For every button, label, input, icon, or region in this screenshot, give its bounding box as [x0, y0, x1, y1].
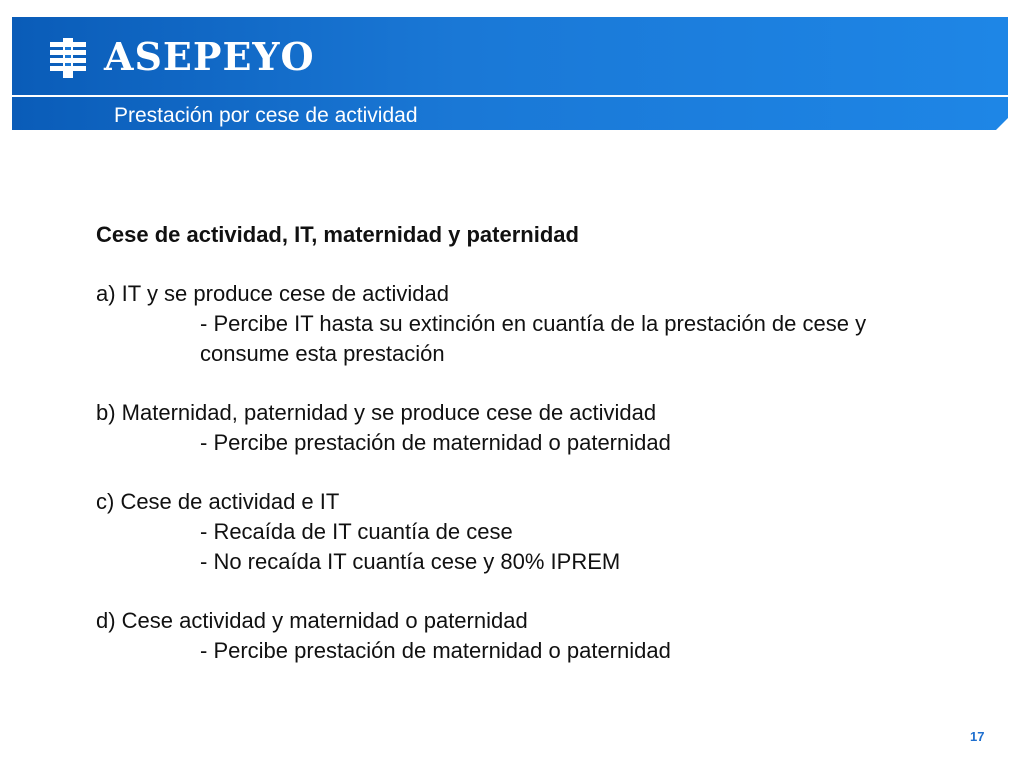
case-d-label: d) Cese actividad y maternidad o paternidad — [96, 608, 528, 633]
slide-subtitle: Prestación por cese de actividad — [114, 104, 418, 127]
case-a-detail: - Percibe IT hasta su extinción en cuantía de la prestación de cese y consume esta prestación — [200, 311, 867, 366]
header-divider — [12, 95, 1008, 97]
asepeyo-cross-icon — [50, 38, 86, 78]
case-b-detail-row — [96, 428, 956, 458]
case-c-label: c) Cese de actividad e IT — [96, 489, 340, 514]
case-d — [96, 606, 956, 666]
case-c-detail-1: - Recaída de IT cuantía de cese — [200, 519, 513, 544]
slide-body — [96, 220, 956, 695]
case-c — [96, 487, 956, 577]
case-a-label: a) IT y se produce cese de actividad — [96, 281, 450, 306]
case-d-detail: - Percibe prestación de maternidad o paternidad — [200, 638, 671, 663]
page-number: 17 — [970, 729, 985, 744]
case-b-detail: - Percibe prestación de maternidad o paternidad — [200, 430, 671, 455]
case-a — [96, 279, 956, 369]
case-b-label: b) Maternidad, paternidad y se produce cese de actividad — [96, 400, 657, 425]
header-corner-notch — [996, 118, 1008, 130]
section-heading: Cese de actividad, IT, maternidad y paternidad — [96, 222, 579, 247]
brand-name: ASEPEYO — [104, 34, 315, 79]
case-c-detail-2: - No recaída IT cuantía cese y 80% IPREM — [200, 549, 621, 574]
case-b — [96, 398, 956, 458]
header-band — [12, 17, 1008, 130]
